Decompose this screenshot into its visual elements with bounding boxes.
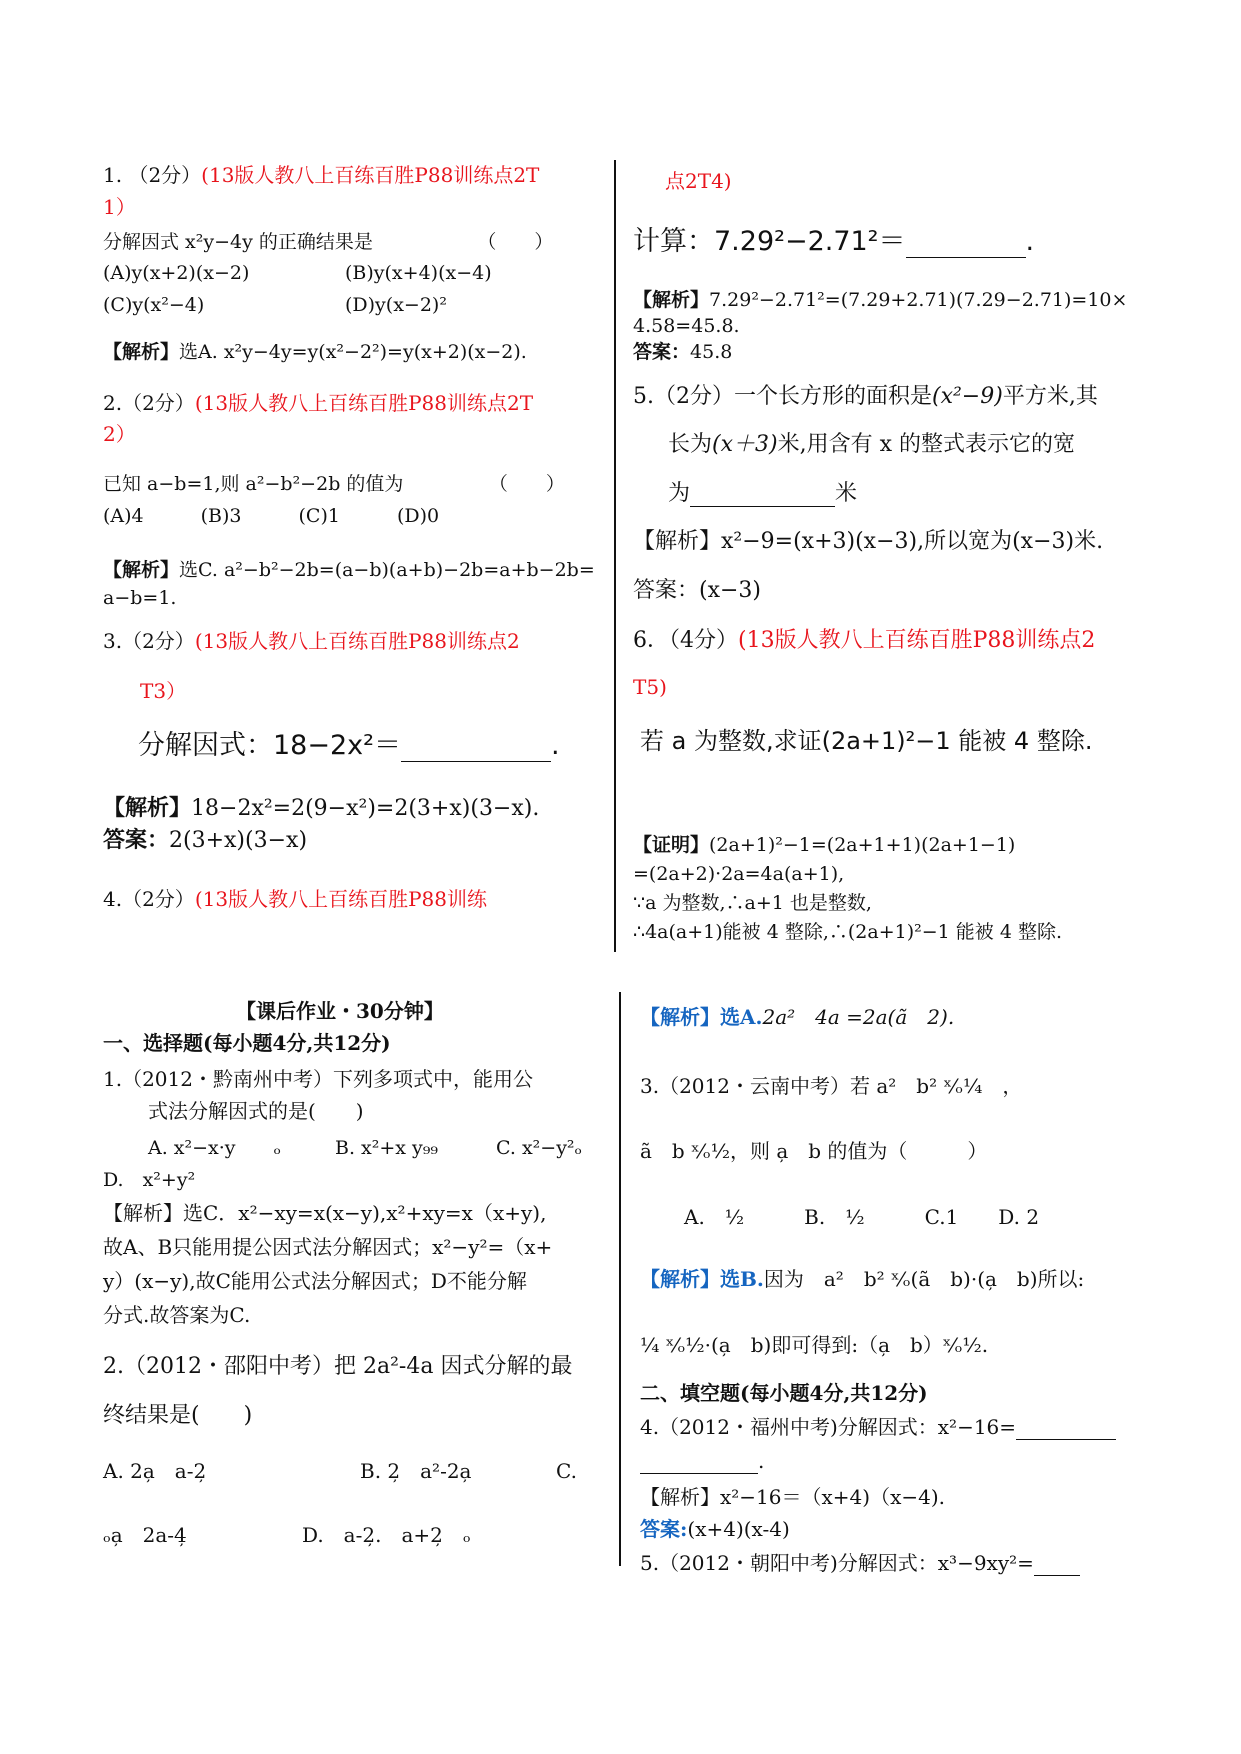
q6-proof-line2: =(2a+2)·2a=4a(a+1), — [633, 863, 845, 885]
q4-header — [103, 888, 487, 911]
q4-analysis-text: 7.29²−2.71²=(7.29+2.71)(7.29−2.71)=10× — [709, 289, 1128, 311]
q3-header — [103, 630, 520, 653]
analysis-tag: 【解析】选A. — [640, 1005, 763, 1029]
q4-answer-text: 45.8 — [690, 341, 733, 363]
b4-blank-cont: . — [640, 1450, 764, 1474]
q6-stem: 若 a 为整数,求证(2a+1)²−1 能被 4 整除. — [640, 727, 1093, 755]
b3-analysis-line1 — [640, 1268, 1084, 1291]
q2-source: (13版人教八上百练百胜P88训练点2T — [194, 391, 534, 415]
b1-option-a: A. x²−x·y ₒ — [148, 1137, 281, 1159]
q5-text-a: 5.（2分）一个长方形的面积是 — [633, 384, 932, 409]
b4-stem — [640, 1416, 1116, 1440]
b2-option-c-label: C. — [556, 1459, 577, 1483]
q1-analysis-text: 选A. x²y−4y=y(x²−2²)=y(x+2)(x−2). — [179, 341, 527, 363]
b2-option-a: A. 2a̦ a-2̦ — [103, 1459, 207, 1483]
proof-tag: 【证明】 — [633, 834, 710, 856]
q4-source: (13版人教八上百练百胜P88训练 — [194, 887, 487, 911]
b4-answer-blank — [1016, 1416, 1116, 1440]
b2-stem-line2: 终结果是( ) — [103, 1403, 253, 1428]
q2-analysis-text: 选C. a²−b²−2b=(a−b)(a+b)−2b=a+b−2b= — [179, 559, 595, 581]
b1-option-d: D. x²+y² — [103, 1169, 196, 1191]
q2-analysis-cont: a−b=1. — [103, 587, 177, 609]
q5-length-expr: (x＋3) — [712, 432, 778, 457]
b2-analysis — [640, 1006, 954, 1029]
b1-analysis-line4: 分式.故答案为C. — [103, 1303, 251, 1327]
answer-tag: 答案： — [633, 341, 691, 363]
b5-stem — [640, 1552, 1080, 1576]
q4-stem: 计算：7.29²−2.71²＝ . — [633, 226, 1035, 257]
q1-number: 1. （2分） — [103, 163, 202, 187]
analysis-tag: 【解析】选B. — [640, 1267, 764, 1291]
q6-proof-line1 — [633, 835, 1015, 857]
analysis-tag: 【解析】 — [640, 1485, 720, 1509]
b5-answer-blank — [1034, 1552, 1080, 1576]
b3-stem-line1: 3.（2012・云南中考）若 a² b² ˣ⁄ₒ¼ ， — [640, 1074, 1023, 1098]
q4-analysis — [633, 290, 1127, 312]
analysis-tag: 【解析】 — [633, 289, 710, 311]
b1-stem-line2: 式法分解因式的是( ) — [148, 1099, 364, 1123]
q3-source: (13版人教八上百练百胜P88训练点2 — [194, 629, 520, 653]
b3-analysis-text: 因为 a² b² ˣ⁄ₒ(ã b)·(a̦ b)所以: — [763, 1267, 1085, 1291]
b2-option-d: D. a-2̦. a+2̦ ₒ — [302, 1523, 471, 1547]
q6-proof-line4: ∴4a(a+1)能被 4 整除,∴(2a+1)²−1 能被 4 整除. — [633, 921, 1062, 943]
q1-option-d: (D)y(x−2)² — [345, 294, 447, 316]
q5-text-g: 为 — [668, 481, 691, 506]
q1-option-a: (A)y(x+2)(x−2) — [103, 262, 250, 284]
b5-stem-text: 5.（2012・朝阳中考)分解因式：x³−9xy²= — [640, 1551, 1034, 1575]
q3-answer-text: 2(3+x)(3−x) — [169, 828, 308, 853]
b1-option-b: B. x²+x y₉₉ — [335, 1137, 439, 1159]
q4-answer-blank — [906, 226, 1026, 258]
q4-number: 4.（2分） — [103, 887, 195, 911]
q1-option-c: (C)y(x²−4) — [103, 294, 205, 316]
q1-source: (13版人教八上百练百胜P88训练点2T — [201, 163, 540, 187]
q3-stem-text: 分解因式：18−2x²＝ — [138, 730, 401, 761]
q4-source-cont: 点2T4) — [665, 169, 732, 193]
section-choice-heading: 一、选择题(每小题4分,共12分) — [103, 1031, 391, 1055]
q6-header — [633, 628, 1095, 653]
q1-stem: 分解因式 x²y−4y 的正确结果是 （ ） — [103, 231, 554, 253]
b3-analysis-line2: ¼ ˣ⁄ₒ½·(a̦ b)即可得到:（a̦ b）ˣ⁄ₒ½. — [640, 1333, 989, 1357]
q2-stem: 已知 a−b=1,则 a²−b²−2b 的值为 （ ） — [103, 473, 565, 495]
b2-stem-line1: 2.（2012・邵阳中考）把 2a²-4a 因式分解的最 — [103, 1354, 573, 1379]
q5-answer: 答案：(x−3) — [633, 578, 762, 603]
b2-analysis-text: 2a² 4a =2a(ã 2). — [762, 1005, 955, 1029]
q6-proof-text1: (2a+1)²−1=(2a+1+1)(2a+1−1) — [709, 834, 1016, 856]
q2-options: (A)4 (B)3 (C)1 (D)0 — [103, 505, 440, 527]
b4-answer-blank-cont — [640, 1450, 758, 1474]
b1-analysis-line1: 【解析】选C．x²−xy=x(x−y),x²+xy=x（x+y), — [103, 1201, 547, 1225]
column-divider-top — [614, 160, 616, 952]
q5-text-f: 米,用含有 x 的整式表示它的宽 — [777, 432, 1075, 457]
q1-option-b: (B)y(x+4)(x−4) — [345, 262, 492, 284]
b4-analysis — [640, 1486, 945, 1509]
b3-stem-line2: ã b ˣ⁄ₒ½，则 a̦ b 的值为（ ） — [640, 1139, 988, 1163]
column-divider-bottom — [619, 992, 621, 1566]
q1-analysis — [103, 342, 527, 364]
b1-analysis-line3: y）(x−y),故C能用公式法分解因式；D不能分解 — [103, 1269, 527, 1293]
q5-analysis: 【解析】x²−9=(x+3)(x−3),所以宽为(x−3)米. — [633, 529, 1104, 554]
q5-stem-line3 — [668, 481, 857, 507]
q4-analysis-cont: 4.58=45.8. — [633, 315, 740, 337]
q2-number: 2.（2分） — [103, 391, 195, 415]
q5-text-d: 长为 — [668, 432, 713, 457]
q6-source-cont: T5) — [633, 675, 667, 699]
q3-analysis — [103, 796, 539, 821]
q5-text-c: 平方米,其 — [1002, 384, 1098, 409]
b4-analysis-text: x²−16＝（x+4)（x−4). — [720, 1485, 945, 1509]
homework-heading: 【课后作业・30分钟】 — [236, 999, 444, 1023]
analysis-tag: 【解析】 — [103, 795, 192, 821]
q4-stem-text: 计算：7.29²−2.71²＝ — [633, 226, 906, 257]
section-fill-heading: 二、填空题(每小题4分,共12分) — [640, 1381, 928, 1405]
q6-source: (13版人教八上百练百胜P88训练点2 — [738, 628, 1096, 653]
q3-source-cont: T3） — [140, 679, 187, 703]
q3-stem: 分解因式：18−2x²＝ . — [138, 730, 560, 761]
analysis-tag: 【解析】 — [103, 559, 180, 581]
q3-answer-blank — [401, 730, 551, 762]
b2-option-c: ₒa̦ 2a-4̦ — [103, 1523, 187, 1547]
q4-answer — [633, 342, 732, 364]
b3-options: A. ½ B. ½ C.1 D. 2 — [684, 1205, 1040, 1229]
b2-option-b: B. 2̦ a²-2a̦ — [360, 1459, 472, 1483]
q3-answer — [103, 828, 307, 853]
b4-answer — [640, 1518, 790, 1541]
q2-source-cont: 2） — [103, 422, 136, 446]
q2-analysis — [103, 560, 595, 582]
q6-number: 6．（4分） — [633, 628, 738, 653]
q5-answer-blank — [690, 481, 835, 507]
q5-unit: 米 — [835, 481, 858, 506]
q5-area-expr: (x²−9) — [932, 384, 1003, 409]
b1-analysis-line2: 故A、B只能用提公因式法分解因式；x²−y²=（x+ — [103, 1235, 553, 1259]
b4-answer-text: (x+4)(x-4) — [687, 1517, 790, 1541]
q5-stem-line2 — [668, 432, 1075, 457]
b1-stem-line1: 1.（2012・黔南州中考）下列多项式中，能用公 — [103, 1067, 533, 1091]
q3-analysis-text: 18−2x²=2(9−x²)=2(3+x)(3−x). — [191, 796, 540, 821]
b4-stem-text: 4.（2012・福州中考)分解因式：x²−16= — [640, 1415, 1017, 1439]
q2-header — [103, 392, 533, 415]
answer-tag: 答案: — [640, 1517, 688, 1541]
q1-source-cont: 1） — [103, 195, 136, 219]
answer-tag: 答案： — [103, 827, 170, 853]
analysis-tag: 【解析】 — [103, 341, 180, 363]
q5-stem-line1 — [633, 384, 1098, 409]
b1-option-c: C. x²−y²ₒ — [496, 1137, 582, 1159]
q1-header — [103, 164, 539, 187]
q3-number: 3.（2分） — [103, 629, 195, 653]
q6-proof-line3: ∵a 为整数,∴a+1 也是整数, — [633, 892, 872, 914]
